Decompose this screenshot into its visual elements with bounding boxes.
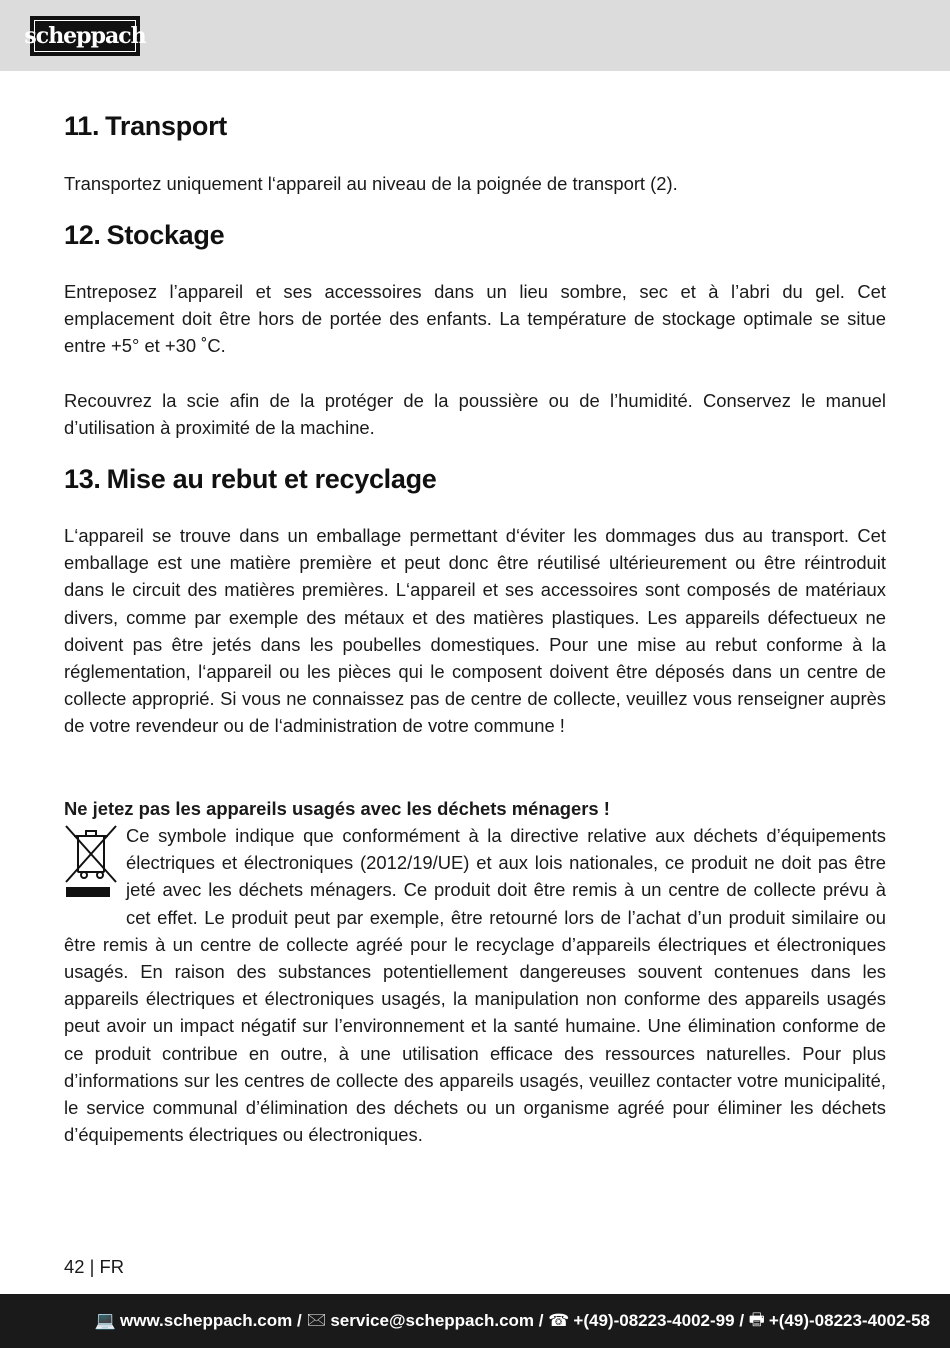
section-number: 11. [64,111,100,141]
page-number [64,1256,124,1278]
separator [292,1311,306,1331]
weee-notice [64,822,886,1148]
separator-text: / [739,1311,745,1330]
telephone-icon: ☎ [548,1311,570,1330]
header-bar [0,0,950,71]
envelope-icon: 🖂 [306,1309,327,1329]
fax-icon: 🖶 [748,1309,765,1329]
transport-paragraph: Transportez uniquement l‘appareil au niveau de la poignée de transport (2). [64,173,678,194]
email-link[interactable]: service@scheppach.com [330,1311,535,1330]
page-separator: | [89,1256,95,1277]
disposal-paragraph: L‘appareil se trouve dans un emballage permettant d‘éviter les dommages dus au transport. Cet emballage est une matière première et peut donc être réutilisé ultérieurement ou être réintroduit dans le circuit des matières premières. L‘appareil et ses accessoires sont composés de matériaux divers, comme par exemple des métaux et des matières plastiques. Les appareils défectueux ne doivent pas être jetés dans les poubelles domestiques. Pour une mise au rebut conforme à la réglementation, l‘appareil ou les pièces qui le composent doivent être déposés dans un centre de collecte approprié. Si vous ne connaissez pas de centre de collecte, veuillez vous renseigner auprès de votre revendeur ou de l‘administration de votre commune ! [64,525,886,737]
section-title: Stockage [106,220,225,250]
section-number: 12. [64,220,101,250]
computer-icon: 💻 [94,1311,116,1330]
section-heading-stockage [64,220,224,251]
page-number-value: 42 [64,1256,85,1277]
separator-text: / [296,1311,302,1330]
page-language: FR [99,1256,125,1277]
crossed-bin-icon [64,824,120,906]
disposal-warning: Ne jetez pas les appareils usagés avec les déchets ménagers ! [64,798,610,819]
section-title: Mise au rebut et recyclage [106,464,437,494]
contact-bar [0,1294,950,1348]
scheppach-logo: scheppach [30,16,140,56]
weee-paragraph: Ce symbole indique que conformément à la directive relative aux déchets d’équipements électriques et électroniques (2012/19/UE) et aux lois nationales, ce produit ne doit pas être jeté avec les déchets ménagers. Ce produit doit être remis à un centre de collecte prévu à cet effet. Le produit peut par exemple, être retourné lors de l’achat d’un produit similaire ou être remis à un centre de collecte agréé pour le recyclage d’appareils électriques et électroniques usagés. En raison des substances potentiellement dangereuses souvent contenues dans les appareils électriques et électroniques usagés, la manipulation non conforme des appareils usagés peut avoir un impact négatif sur l’environnement et la santé humaine. Une élimination conforme de ce produit contribue en outre, à une utilisation efficace des ressources naturelles. Pour plus d’informations sur les centres de collecte des appareils usagés, veuillez contacter votre municipalité, le service communal d’élimination des déchets ou un organisme agréé pour éliminer les déchets d’équipements électriques ou électroniques. [64,825,886,1146]
separator [534,1311,548,1331]
section-heading-transport [64,111,227,142]
website-link[interactable]: www.scheppach.com [120,1311,293,1330]
section-title: Transport [105,111,227,141]
separator-text: / [538,1311,544,1330]
fax-number: +(49)-08223-4002-58 [768,1311,930,1330]
section-heading-disposal [64,464,437,495]
phone-number[interactable]: +(49)-08223-4002-99 [573,1311,735,1330]
section-number: 13. [64,464,101,494]
storage-paragraph-2: Recouvrez la scie afin de la protéger de la poussière ou de l’humidité. Conservez le manuel d’utilisation à proximité de la machine. [64,390,886,439]
storage-paragraph-1: Entreposez l’appareil et ses accessoires dans un lieu sombre, sec et à l’abri du gel. Cet emplacement doit être hors de portée des enfants. La température de stockage optimale se situe entre +5° et +30 ˚C. [64,281,886,357]
separator [735,1311,749,1331]
